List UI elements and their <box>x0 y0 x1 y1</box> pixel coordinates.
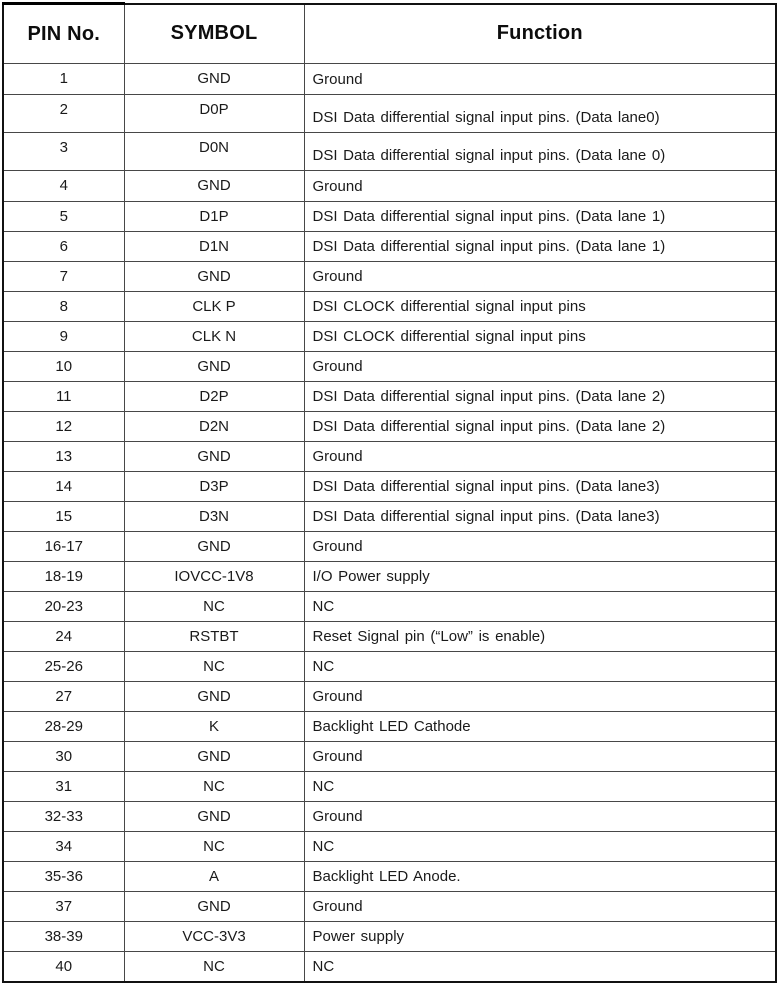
pin-cell: 30 <box>3 742 124 772</box>
symbol-cell: NC <box>124 652 304 682</box>
symbol-cell: GND <box>124 64 304 95</box>
symbol-cell: RSTBT <box>124 622 304 652</box>
function-cell: Ground <box>304 64 776 95</box>
symbol-cell: GND <box>124 682 304 712</box>
table-row <box>3 922 776 952</box>
function-cell: Reset Signal pin (“Low” is enable) <box>304 622 776 652</box>
pin-cell: 28-29 <box>3 712 124 742</box>
function-cell: NC <box>304 832 776 862</box>
symbol-cell: GND <box>124 532 304 562</box>
function-cell: Backlight LED Cathode <box>304 712 776 742</box>
pin-cell: 4 <box>3 171 124 202</box>
column-header-function: Function <box>304 4 776 64</box>
symbol-cell: D2N <box>124 412 304 442</box>
pin-cell: 34 <box>3 832 124 862</box>
function-cell: Ground <box>304 171 776 202</box>
pin-cell: 12 <box>3 412 124 442</box>
column-header-pin-no: PIN No. <box>3 4 124 64</box>
table-body <box>3 64 776 982</box>
table-row <box>3 892 776 922</box>
table-row <box>3 802 776 832</box>
symbol-cell: GND <box>124 802 304 832</box>
column-header-symbol: SYMBOL <box>124 4 304 64</box>
symbol-cell: NC <box>124 772 304 802</box>
pin-cell: 18-19 <box>3 562 124 592</box>
pin-cell: 2 <box>3 95 124 133</box>
function-cell: Power supply <box>304 922 776 952</box>
function-cell: Ground <box>304 532 776 562</box>
symbol-cell: NC <box>124 592 304 622</box>
function-cell: DSI Data differential signal input pins. (Data lane 1) <box>304 232 776 262</box>
pin-cell: 6 <box>3 232 124 262</box>
function-cell: Ground <box>304 442 776 472</box>
pin-cell: 38-39 <box>3 922 124 952</box>
function-cell: DSI Data differential signal input pins. (Data lane 2) <box>304 382 776 412</box>
pin-cell: 5 <box>3 202 124 232</box>
symbol-cell: VCC-3V3 <box>124 922 304 952</box>
function-cell: Ground <box>304 682 776 712</box>
pin-cell: 1 <box>3 64 124 95</box>
table-row <box>3 232 776 262</box>
function-cell: NC <box>304 952 776 982</box>
function-cell: Backlight LED Anode. <box>304 862 776 892</box>
symbol-cell: GND <box>124 262 304 292</box>
table-row <box>3 772 776 802</box>
table-row <box>3 532 776 562</box>
table-row <box>3 292 776 322</box>
symbol-cell: D3N <box>124 502 304 532</box>
symbol-cell: GND <box>124 892 304 922</box>
pin-cell: 7 <box>3 262 124 292</box>
symbol-cell: CLK N <box>124 322 304 352</box>
symbol-cell: GND <box>124 442 304 472</box>
symbol-cell: GND <box>124 352 304 382</box>
pin-cell: 3 <box>3 133 124 171</box>
table-row <box>3 832 776 862</box>
table-row <box>3 622 776 652</box>
table-row <box>3 202 776 232</box>
function-cell: DSI Data differential signal input pins. (Data lane 0) <box>304 133 776 171</box>
symbol-cell: D2P <box>124 382 304 412</box>
symbol-cell: IOVCC-1V8 <box>124 562 304 592</box>
function-cell: Ground <box>304 742 776 772</box>
pin-cell: 15 <box>3 502 124 532</box>
pin-definition-table <box>2 2 777 983</box>
table-row <box>3 262 776 292</box>
pin-cell: 37 <box>3 892 124 922</box>
pin-cell: 9 <box>3 322 124 352</box>
function-cell: Ground <box>304 892 776 922</box>
table-row <box>3 442 776 472</box>
function-cell: DSI CLOCK differential signal input pins <box>304 322 776 352</box>
pin-cell: 32-33 <box>3 802 124 832</box>
function-cell: NC <box>304 772 776 802</box>
symbol-cell: D3P <box>124 472 304 502</box>
pin-cell: 11 <box>3 382 124 412</box>
pin-cell: 40 <box>3 952 124 982</box>
table-row <box>3 682 776 712</box>
pin-cell: 20-23 <box>3 592 124 622</box>
pin-cell: 8 <box>3 292 124 322</box>
symbol-cell: D0N <box>124 133 304 171</box>
symbol-cell: K <box>124 712 304 742</box>
pin-cell: 24 <box>3 622 124 652</box>
pin-cell: 27 <box>3 682 124 712</box>
table-row <box>3 352 776 382</box>
symbol-cell: D0P <box>124 95 304 133</box>
table-row <box>3 322 776 352</box>
pin-cell: 13 <box>3 442 124 472</box>
function-cell: Ground <box>304 262 776 292</box>
function-cell: I/O Power supply <box>304 562 776 592</box>
table-row <box>3 502 776 532</box>
table-row <box>3 171 776 202</box>
table-row <box>3 952 776 982</box>
table-row <box>3 592 776 622</box>
pin-cell: 10 <box>3 352 124 382</box>
pin-cell: 31 <box>3 772 124 802</box>
table-row <box>3 412 776 442</box>
table-row <box>3 133 776 171</box>
pin-cell: 35-36 <box>3 862 124 892</box>
function-cell: DSI Data differential signal input pins. (Data lane3) <box>304 502 776 532</box>
symbol-cell: A <box>124 862 304 892</box>
table-row <box>3 562 776 592</box>
function-cell: Ground <box>304 352 776 382</box>
table-row <box>3 382 776 412</box>
symbol-cell: CLK P <box>124 292 304 322</box>
pin-cell: 14 <box>3 472 124 502</box>
function-cell: NC <box>304 592 776 622</box>
function-cell: DSI Data differential signal input pins. (Data lane 1) <box>304 202 776 232</box>
pin-cell: 16-17 <box>3 532 124 562</box>
symbol-cell: NC <box>124 952 304 982</box>
table-header <box>3 4 776 64</box>
table-row <box>3 472 776 502</box>
table-row <box>3 95 776 133</box>
symbol-cell: GND <box>124 742 304 772</box>
pin-cell: 25-26 <box>3 652 124 682</box>
function-cell: DSI Data differential signal input pins. (Data lane3) <box>304 472 776 502</box>
function-cell: DSI Data differential signal input pins. (Data lane 2) <box>304 412 776 442</box>
function-cell: Ground <box>304 802 776 832</box>
header-row <box>3 4 776 64</box>
symbol-cell: GND <box>124 171 304 202</box>
table-row <box>3 712 776 742</box>
symbol-cell: D1P <box>124 202 304 232</box>
table-row <box>3 652 776 682</box>
symbol-cell: D1N <box>124 232 304 262</box>
symbol-cell: NC <box>124 832 304 862</box>
function-cell: NC <box>304 652 776 682</box>
function-cell: DSI CLOCK differential signal input pins <box>304 292 776 322</box>
table-row <box>3 742 776 772</box>
function-cell: DSI Data differential signal input pins. (Data lane0) <box>304 95 776 133</box>
table-row <box>3 64 776 95</box>
table-row <box>3 862 776 892</box>
